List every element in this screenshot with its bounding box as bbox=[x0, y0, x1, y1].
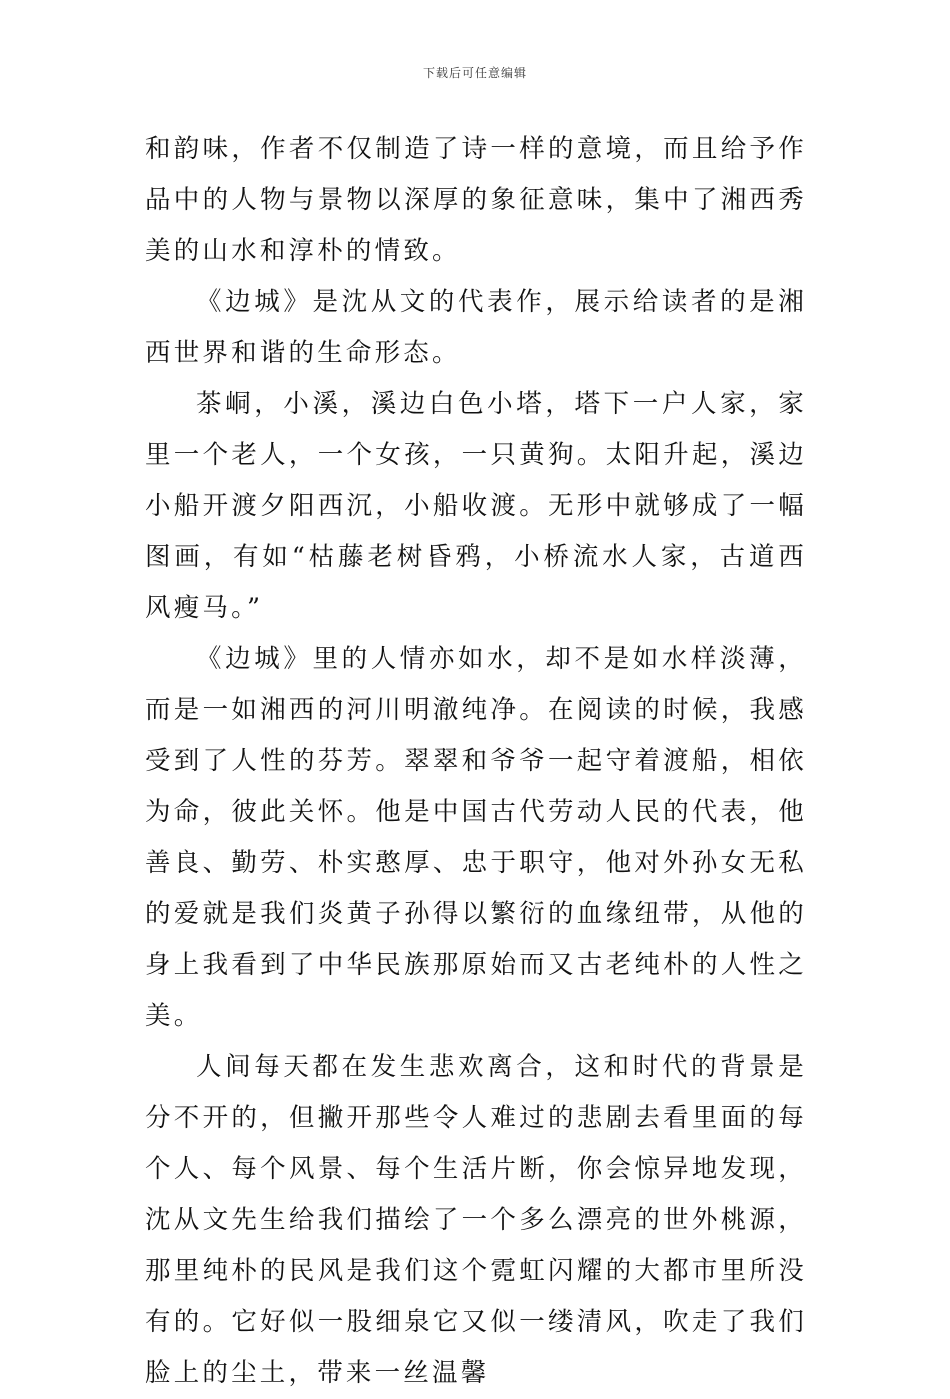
text-line: 它又似一缕清风，吹走了我们脸上的尘土，带来一丝温馨 bbox=[145, 1307, 807, 1388]
text-line: 夕阳西沉，小船收渡。无形中就够成了一幅图画，有如 bbox=[145, 491, 807, 572]
paragraph bbox=[145, 379, 807, 634]
text-line: 个老人，一个女孩，一只黄狗。太阳升起，溪边小船开渡 bbox=[145, 440, 807, 521]
text-line: 界和谐的生命形态。 bbox=[202, 338, 461, 368]
text-line: 我们这个霓虹闪耀的大都市里所没有的。它好似一股细泉 bbox=[145, 1256, 807, 1337]
text-line: 《边城》里的人情亦如水，却不是如水样淡薄，而是 bbox=[145, 644, 807, 725]
text-line: 《边城》是沈从文的代表作，展示给读者的是湘西世 bbox=[145, 287, 807, 368]
text-line: 一如湘西的河川明澈纯净。在阅读的时候，我感受到了人 bbox=[145, 695, 807, 776]
paragraph bbox=[145, 1042, 807, 1399]
text-line: 茶峒，小溪，溪边白色小塔，塔下一户人家，家里一 bbox=[145, 389, 807, 470]
text-line: 我们描绘了一个多么漂亮的世外桃源，那里纯朴的民风是 bbox=[145, 1205, 807, 1286]
paragraph bbox=[145, 277, 807, 379]
text-line: 憨厚、忠于职守，他对外孙女无私的爱就是我们炎黄子孙 bbox=[145, 848, 807, 929]
paragraph bbox=[145, 124, 807, 277]
text-line: 得以繁衍的血缘纽带，从他的身上我看到了中华民族那原 bbox=[145, 899, 807, 980]
page-header-note: 下载后可任意编辑 bbox=[422, 66, 527, 80]
paragraph bbox=[145, 634, 807, 1042]
text-line: 开的，但撇开那些令人难过的悲剧去看里面的每个人、每 bbox=[145, 1103, 807, 1184]
text-line: 个风景、每个生活片断，你会惊异地发现，沈从文先生给 bbox=[145, 1154, 807, 1235]
text-line: 人间每天都在发生悲欢离合，这和时代的背景是分不 bbox=[145, 1052, 807, 1133]
text-line: 的人物与景物以深厚的象征意味，集中了湘西秀美的山水 bbox=[145, 185, 807, 266]
text-line: 和淳朴的情致。 bbox=[259, 236, 461, 266]
document-body bbox=[145, 124, 807, 1399]
text-line: “枯藤老树昏鸦，小桥流水人家，古道西风瘦马。” bbox=[145, 542, 807, 623]
text-line: 和韵味，作者不仅制造了诗一样的意境，而且给予作品中 bbox=[145, 134, 807, 215]
text-line: 性的芬芳。翠翠和爷爷一起守着渡船，相依为命，彼此关 bbox=[145, 746, 807, 827]
text-line: 始而又古老纯朴的人性之美。 bbox=[145, 950, 807, 1031]
text-line: 怀。他是中国古代劳动人民的代表，他善良、勤劳、朴实 bbox=[145, 797, 807, 878]
